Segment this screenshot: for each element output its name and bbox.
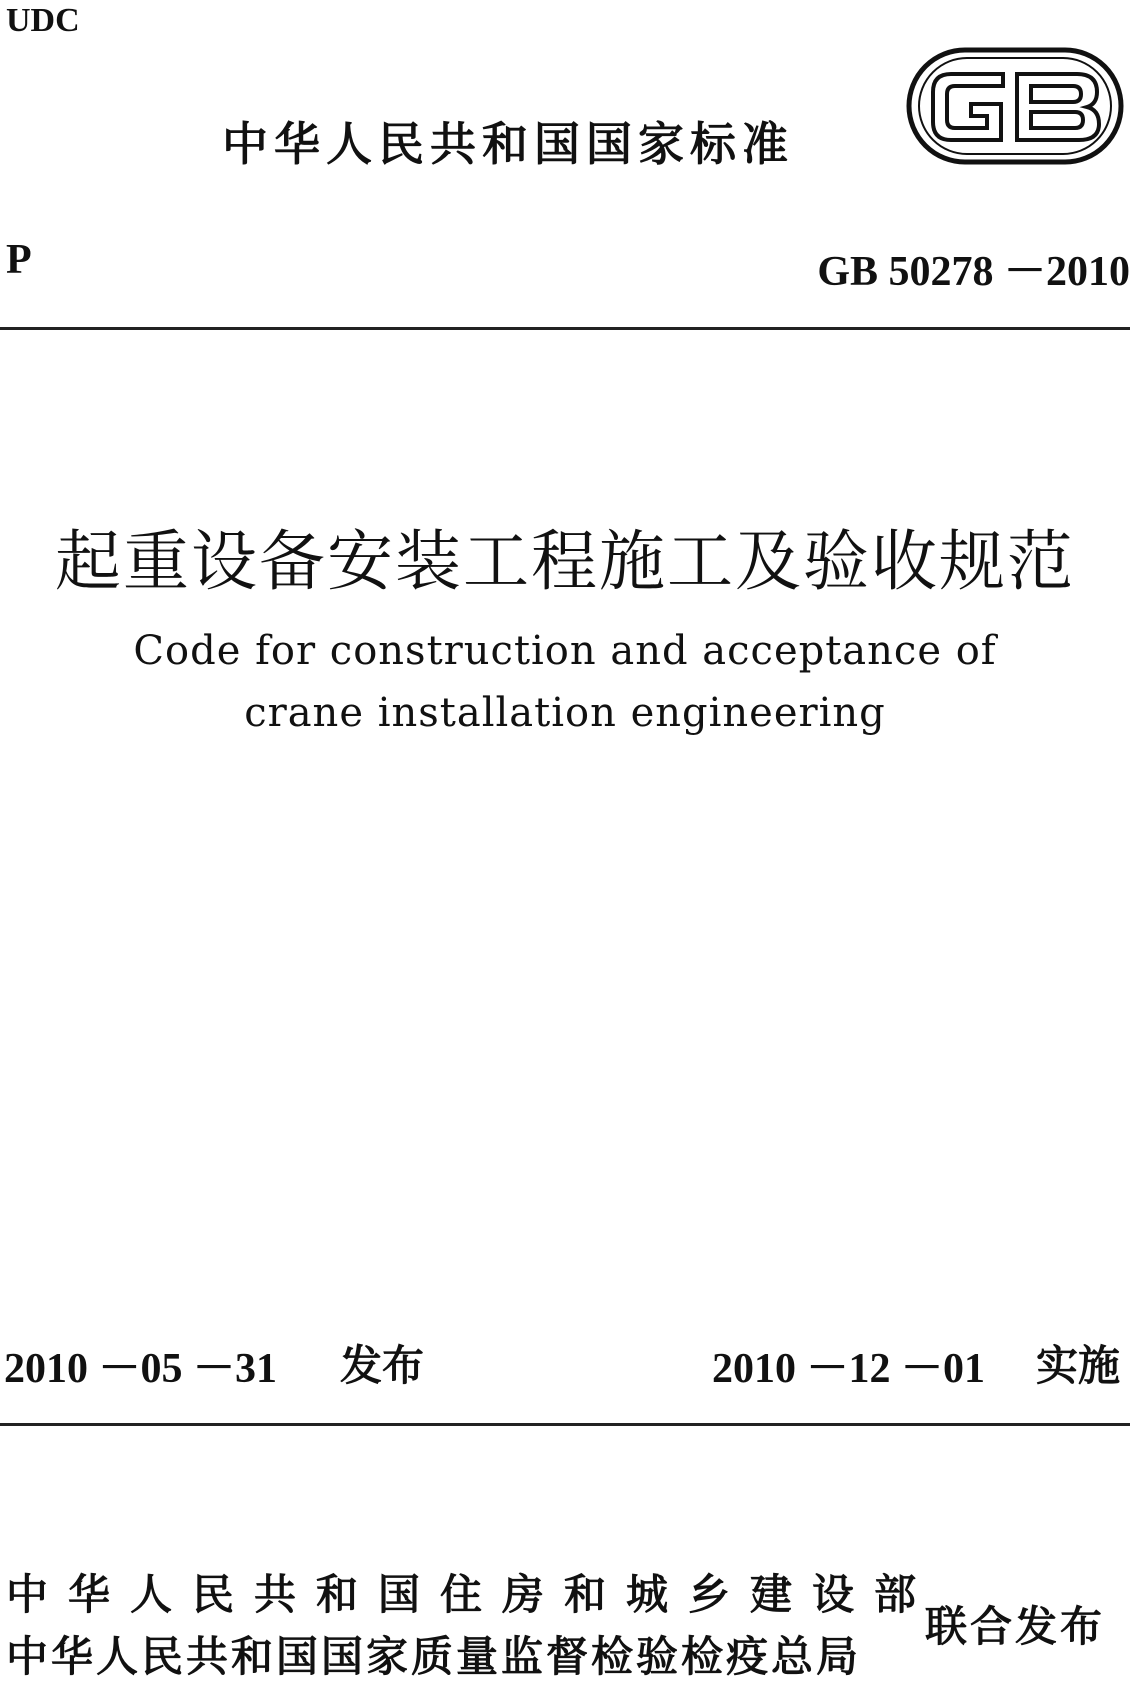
standard-number: GB 50278 －2010 xyxy=(817,249,1130,295)
title-english-line1: Code for construction and acceptance of xyxy=(133,628,997,674)
joint-publication-label: 联合发布 xyxy=(925,1602,1106,1651)
publish-date: 2010 －05 －31 xyxy=(4,1346,278,1392)
publish-label: 发布 xyxy=(340,1341,425,1390)
gb-logo xyxy=(905,46,1125,166)
footer-divider xyxy=(0,1423,1130,1426)
title-english-line2: crane installation engineering xyxy=(244,690,886,736)
gb-logo-graphic xyxy=(905,46,1125,166)
udc-label: UDC xyxy=(6,2,80,39)
issuer-aqsiq: 中华人民共和国国家质量监督检验检疫总局 xyxy=(6,1632,862,1681)
title-chinese: 起重设备安装工程施工及验收规范 xyxy=(55,523,1075,600)
implement-label: 实施 xyxy=(1036,1341,1121,1390)
issuer-ministry-housing: 中华人民共和国住房和城乡建设部 xyxy=(6,1570,937,1619)
classification-code: P xyxy=(6,237,32,283)
implement-date: 2010 －12 －01 xyxy=(712,1346,986,1392)
header-divider xyxy=(0,327,1130,330)
standard-type-heading: 中华人民共和国国家标准 xyxy=(222,117,794,171)
